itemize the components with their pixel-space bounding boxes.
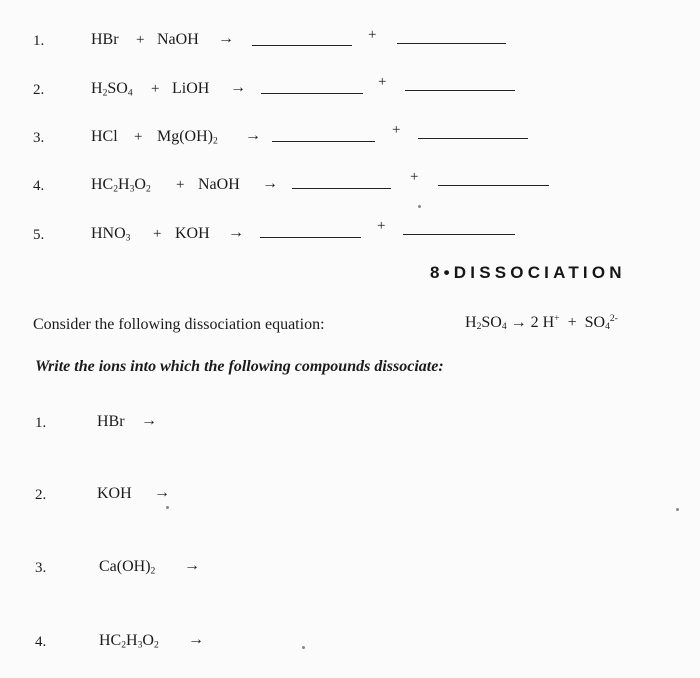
reactant-1: $HNO_3$	[91, 225, 131, 244]
arrow-icon: →	[188, 631, 204, 648]
compound: HBr	[97, 413, 125, 430]
product-blank-2[interactable]	[403, 234, 515, 235]
item-number: 2.	[33, 82, 45, 98]
plus-sign: +	[410, 169, 419, 185]
plus-sign: +	[368, 27, 377, 43]
item-number: 1.	[33, 33, 45, 49]
plus-sign: +	[377, 218, 386, 234]
paper-speck	[166, 506, 169, 509]
reactant-1: HBr	[91, 31, 119, 48]
arrow-icon: →	[184, 557, 200, 574]
arrow-icon: →	[262, 175, 278, 192]
item-number: 4.	[33, 178, 45, 194]
reactant-2: $Mg(OH)_2$	[157, 128, 218, 147]
example-equation: $H_2SO_4 \to 2$ $H^+ + SO_4^{2-}$	[465, 313, 618, 333]
section-heading: 8•DISSOCIATION	[430, 263, 626, 282]
reactant-2: NaOH	[198, 176, 240, 193]
product-blank-1[interactable]	[260, 237, 361, 238]
plus-sign: +	[153, 226, 162, 242]
arrow-icon: →	[228, 224, 244, 241]
reactant-2: NaOH	[157, 31, 199, 48]
consider-text: Consider the following dissociation equation:	[33, 316, 325, 333]
item-number: 5.	[33, 227, 45, 243]
item-number: 3.	[33, 130, 45, 146]
reactant-2: KOH	[175, 225, 210, 242]
product-blank-2[interactable]	[397, 43, 506, 44]
product-blank-1[interactable]	[272, 141, 375, 142]
compound: $HC_2H_3O_2$	[99, 632, 159, 651]
compound: $Ca(OH)_2$	[99, 558, 156, 577]
plus-sign: +	[392, 122, 401, 138]
paper-speck	[418, 205, 421, 208]
product-blank-1[interactable]	[252, 45, 352, 46]
arrow-icon: →	[154, 484, 170, 501]
reactant-1: $HC_2H_3O_2$	[91, 176, 151, 195]
reactant-1: $H_2SO_4$	[91, 80, 133, 99]
product-blank-2[interactable]	[418, 138, 528, 139]
paper-speck	[676, 508, 679, 511]
arrow-icon: →	[141, 412, 157, 429]
plus-sign: +	[378, 74, 387, 90]
instruction-text: Write the ions into which the following compounds dissociate:	[35, 358, 444, 375]
compound: KOH	[97, 485, 132, 502]
plus-sign: +	[151, 81, 160, 97]
product-blank-1[interactable]	[261, 93, 363, 94]
product-blank-2[interactable]	[405, 90, 515, 91]
product-blank-2[interactable]	[438, 185, 549, 186]
arrow-icon: →	[245, 127, 261, 144]
plus-sign: +	[176, 177, 185, 193]
item-number: 2.	[35, 487, 47, 503]
item-number: 3.	[35, 560, 47, 576]
item-number: 4.	[35, 634, 47, 650]
arrow-icon: →	[218, 30, 234, 47]
product-blank-1[interactable]	[292, 188, 391, 189]
plus-sign: +	[134, 129, 143, 145]
item-number: 1.	[35, 415, 47, 431]
reactant-1: HCl	[91, 128, 118, 145]
plus-sign: +	[136, 32, 145, 48]
paper-speck	[302, 646, 305, 649]
reactant-2: LiOH	[172, 80, 210, 97]
arrow-icon: →	[230, 79, 246, 96]
